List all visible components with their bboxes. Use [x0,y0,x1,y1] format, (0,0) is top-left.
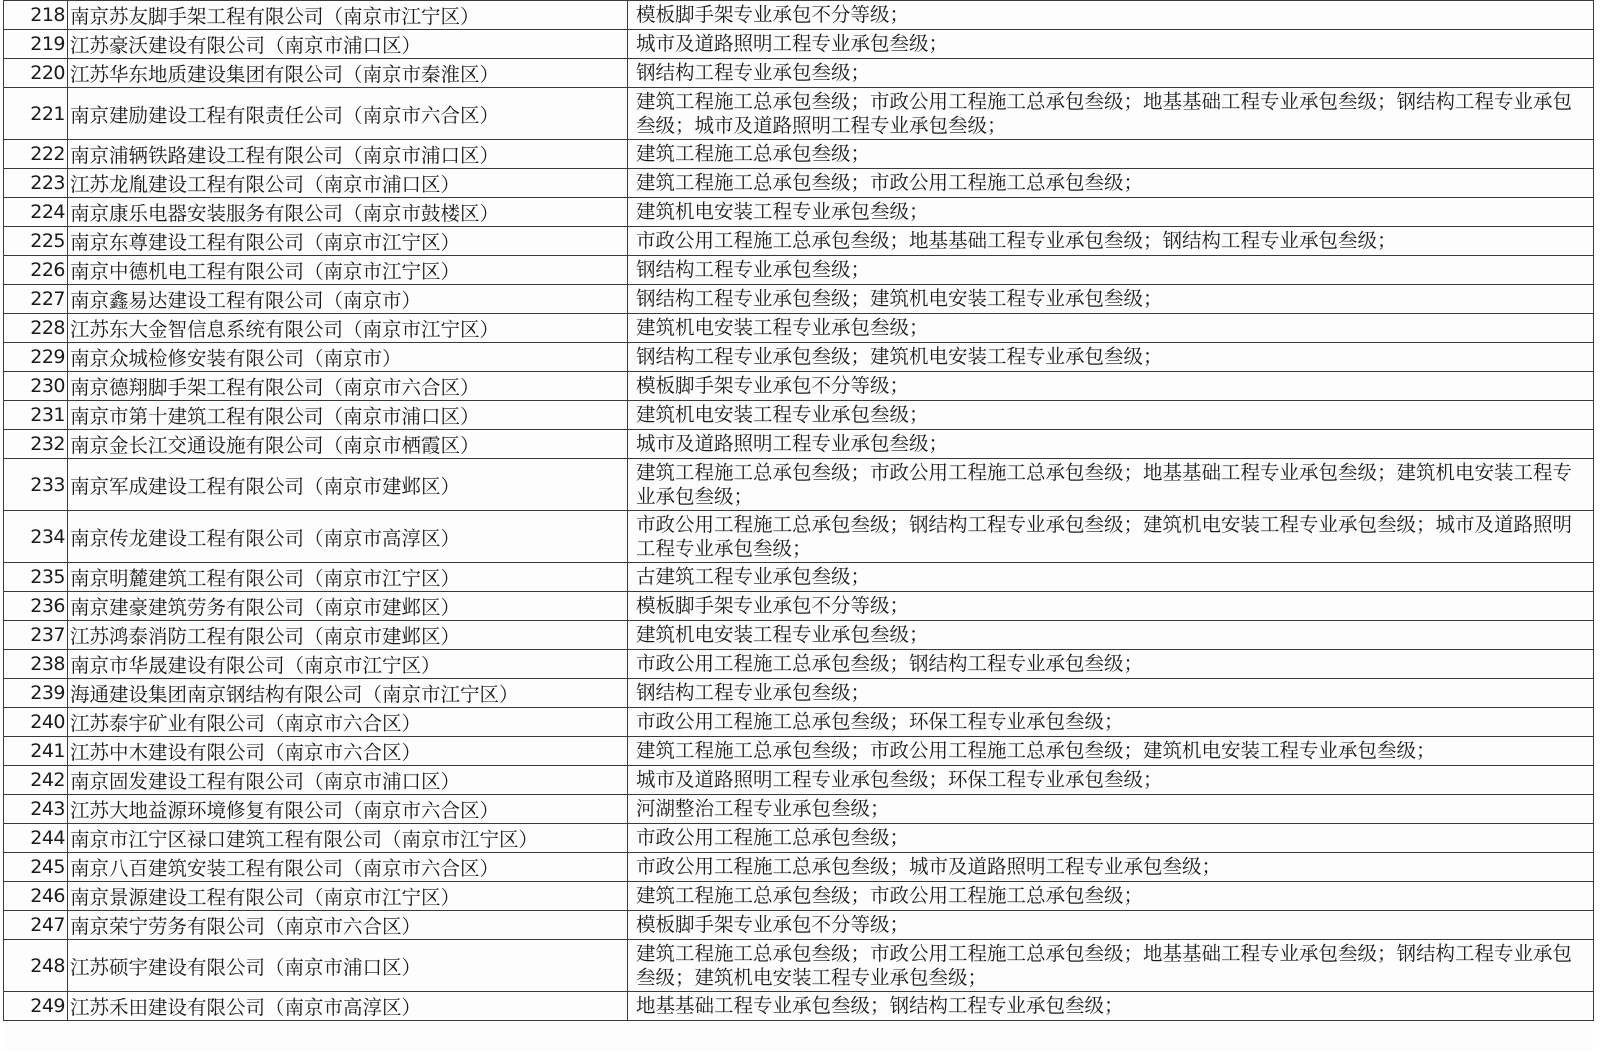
table-row [4,169,1594,198]
row-number-cell: 223 [4,169,68,198]
row-number-cell: 227 [4,285,68,314]
row-number-cell: 229 [4,343,68,372]
table-row [4,650,1594,679]
qualification-cell: 建筑机电安装工程专业承包叁级； [628,401,1594,430]
company-name-cell: 南京金长江交通设施有限公司（南京市栖霞区） [68,430,628,459]
qualification-cell: 模板脚手架专业承包不分等级； [628,911,1594,940]
company-name-cell: 江苏中木建设有限公司（南京市六合区） [68,737,628,766]
row-number-cell: 230 [4,372,68,401]
qualification-cell: 市政公用工程施工总承包叁级；地基基础工程专业承包叁级；钢结构工程专业承包叁级； [628,227,1594,256]
qualification-cell: 城市及道路照明工程专业承包叁级；环保工程专业承包叁级； [628,766,1594,795]
row-number-cell: 245 [4,853,68,882]
company-name-cell: 江苏龙胤建设工程有限公司（南京市浦口区） [68,169,628,198]
qualification-cell: 钢结构工程专业承包叁级； [628,59,1594,88]
table-row [4,911,1594,940]
row-number-cell: 222 [4,140,68,169]
company-name-cell: 南京景源建设工程有限公司（南京市江宁区） [68,882,628,911]
table-row [4,285,1594,314]
table-row [4,679,1594,708]
qualification-cell: 市政公用工程施工总承包叁级；环保工程专业承包叁级； [628,708,1594,737]
company-name-cell: 南京建励建设工程有限责任公司（南京市六合区） [68,88,628,140]
qualification-cell: 钢结构工程专业承包叁级；建筑机电安装工程专业承包叁级； [628,285,1594,314]
company-name-cell: 江苏华东地质建设集团有限公司（南京市秦淮区） [68,59,628,88]
row-number-cell: 237 [4,621,68,650]
row-number-cell: 218 [4,1,68,30]
qualification-cell: 建筑机电安装工程专业承包叁级； [628,314,1594,343]
document-sheet [3,0,1593,1050]
company-name-cell: 南京荣宁劳务有限公司（南京市六合区） [68,911,628,940]
qualification-cell: 建筑工程施工总承包叁级；市政公用工程施工总承包叁级；地基基础工程专业承包叁级；钢结构工程专业承包叁级；城市及道路照明工程专业承包叁级； [628,88,1594,140]
table-row [4,314,1594,343]
qualification-cell: 钢结构工程专业承包叁级； [628,679,1594,708]
row-number-cell: 249 [4,992,68,1021]
row-number-cell: 219 [4,30,68,59]
table-row [4,30,1594,59]
table-row [4,882,1594,911]
company-name-cell: 南京康乐电器安装服务有限公司（南京市鼓楼区） [68,198,628,227]
row-number-cell: 234 [4,511,68,563]
qualification-cell: 钢结构工程专业承包叁级； [628,256,1594,285]
table-row [4,256,1594,285]
row-number-cell: 244 [4,824,68,853]
qualification-cell: 城市及道路照明工程专业承包叁级； [628,430,1594,459]
table-row [4,401,1594,430]
row-number-cell: 235 [4,563,68,592]
qualification-cell: 市政公用工程施工总承包叁级； [628,824,1594,853]
company-name-cell: 江苏禾田建设有限公司（南京市高淳区） [68,992,628,1021]
row-number-cell: 246 [4,882,68,911]
qualification-cell: 市政公用工程施工总承包叁级；城市及道路照明工程专业承包叁级； [628,853,1594,882]
table-row [4,766,1594,795]
company-name-cell: 南京明麓建筑工程有限公司（南京市江宁区） [68,563,628,592]
qualification-cell: 模板脚手架专业承包不分等级； [628,592,1594,621]
table-row [4,621,1594,650]
qualification-table [3,0,1594,1021]
company-name-cell: 南京德翔脚手架工程有限公司（南京市六合区） [68,372,628,401]
table-row [4,59,1594,88]
company-name-cell: 南京中德机电工程有限公司（南京市江宁区） [68,256,628,285]
row-number-cell: 240 [4,708,68,737]
company-name-cell: 江苏大地益源环境修复有限公司（南京市六合区） [68,795,628,824]
table-row [4,737,1594,766]
company-name-cell: 南京众城检修安装有限公司（南京市） [68,343,628,372]
company-name-cell: 南京建豪建筑劳务有限公司（南京市建邺区） [68,592,628,621]
company-name-cell: 南京市江宁区禄口建筑工程有限公司（南京市江宁区） [68,824,628,853]
row-number-cell: 224 [4,198,68,227]
table-row [4,88,1594,140]
qualification-cell: 建筑工程施工总承包叁级；市政公用工程施工总承包叁级； [628,882,1594,911]
qualification-cell: 建筑工程施工总承包叁级；市政公用工程施工总承包叁级； [628,169,1594,198]
row-number-cell: 233 [4,459,68,511]
company-name-cell: 南京浦辆铁路建设工程有限公司（南京市浦口区） [68,140,628,169]
qualification-cell: 建筑工程施工总承包叁级；市政公用工程施工总承包叁级；地基基础工程专业承包叁级；建筑机电安装工程专业承包叁级； [628,459,1594,511]
row-number-cell: 220 [4,59,68,88]
row-number-cell: 232 [4,430,68,459]
company-name-cell: 南京固发建设工程有限公司（南京市浦口区） [68,766,628,795]
table-row [4,430,1594,459]
company-name-cell: 南京东尊建设工程有限公司（南京市江宁区） [68,227,628,256]
qualification-cell: 建筑机电安装工程专业承包叁级； [628,198,1594,227]
company-name-cell: 江苏东大金智信息系统有限公司（南京市江宁区） [68,314,628,343]
table-row [4,563,1594,592]
row-number-cell: 226 [4,256,68,285]
row-number-cell: 231 [4,401,68,430]
row-number-cell: 221 [4,88,68,140]
qualification-cell: 河湖整治工程专业承包叁级； [628,795,1594,824]
table-row [4,511,1594,563]
table-row [4,708,1594,737]
qualification-cell: 建筑工程施工总承包叁级； [628,140,1594,169]
row-number-cell: 241 [4,737,68,766]
qualification-cell: 模板脚手架专业承包不分等级； [628,1,1594,30]
table-row [4,198,1594,227]
qualification-cell: 城市及道路照明工程专业承包叁级； [628,30,1594,59]
qualification-cell: 建筑工程施工总承包叁级；市政公用工程施工总承包叁级；地基基础工程专业承包叁级；钢结构工程专业承包叁级；建筑机电安装工程专业承包叁级； [628,940,1594,992]
table-row [4,795,1594,824]
company-name-cell: 江苏豪沃建设有限公司（南京市浦口区） [68,30,628,59]
company-name-cell: 南京市第十建筑工程有限公司（南京市浦口区） [68,401,628,430]
qualification-cell: 地基基础工程专业承包叁级；钢结构工程专业承包叁级； [628,992,1594,1021]
row-number-cell: 236 [4,592,68,621]
table-row [4,343,1594,372]
table-row [4,140,1594,169]
table-row [4,824,1594,853]
qualification-cell: 钢结构工程专业承包叁级；建筑机电安装工程专业承包叁级； [628,343,1594,372]
table-row [4,592,1594,621]
row-number-cell: 225 [4,227,68,256]
qualification-cell: 古建筑工程专业承包叁级； [628,563,1594,592]
qualification-cell: 模板脚手架专业承包不分等级； [628,372,1594,401]
company-name-cell: 南京军成建设工程有限公司（南京市建邺区） [68,459,628,511]
table-row [4,372,1594,401]
row-number-cell: 238 [4,650,68,679]
table-row [4,992,1594,1021]
table-row [4,227,1594,256]
company-name-cell: 南京市华晟建设有限公司（南京市江宁区） [68,650,628,679]
qualification-cell: 市政公用工程施工总承包叁级；钢结构工程专业承包叁级； [628,650,1594,679]
company-name-cell: 南京八百建筑安装工程有限公司（南京市六合区） [68,853,628,882]
row-number-cell: 248 [4,940,68,992]
qualification-cell: 市政公用工程施工总承包叁级；钢结构工程专业承包叁级；建筑机电安装工程专业承包叁级；城市及道路照明工程专业承包叁级； [628,511,1594,563]
row-number-cell: 247 [4,911,68,940]
qualification-cell: 建筑机电安装工程专业承包叁级； [628,621,1594,650]
table-row [4,1,1594,30]
row-number-cell: 228 [4,314,68,343]
company-name-cell: 江苏泰宇矿业有限公司（南京市六合区） [68,708,628,737]
company-name-cell: 江苏鸿泰消防工程有限公司（南京市建邺区） [68,621,628,650]
table-row [4,459,1594,511]
row-number-cell: 239 [4,679,68,708]
company-name-cell: 南京鑫易达建设工程有限公司（南京市） [68,285,628,314]
row-number-cell: 243 [4,795,68,824]
company-name-cell: 南京传龙建设工程有限公司（南京市高淳区） [68,511,628,563]
table-row [4,853,1594,882]
qualification-cell: 建筑工程施工总承包叁级；市政公用工程施工总承包叁级；建筑机电安装工程专业承包叁级； [628,737,1594,766]
table-row [4,940,1594,992]
company-name-cell: 江苏硕宇建设有限公司（南京市浦口区） [68,940,628,992]
row-number-cell: 242 [4,766,68,795]
company-name-cell: 南京苏友脚手架工程有限公司（南京市江宁区） [68,1,628,30]
company-name-cell: 海通建设集团南京钢结构有限公司（南京市江宁区） [68,679,628,708]
